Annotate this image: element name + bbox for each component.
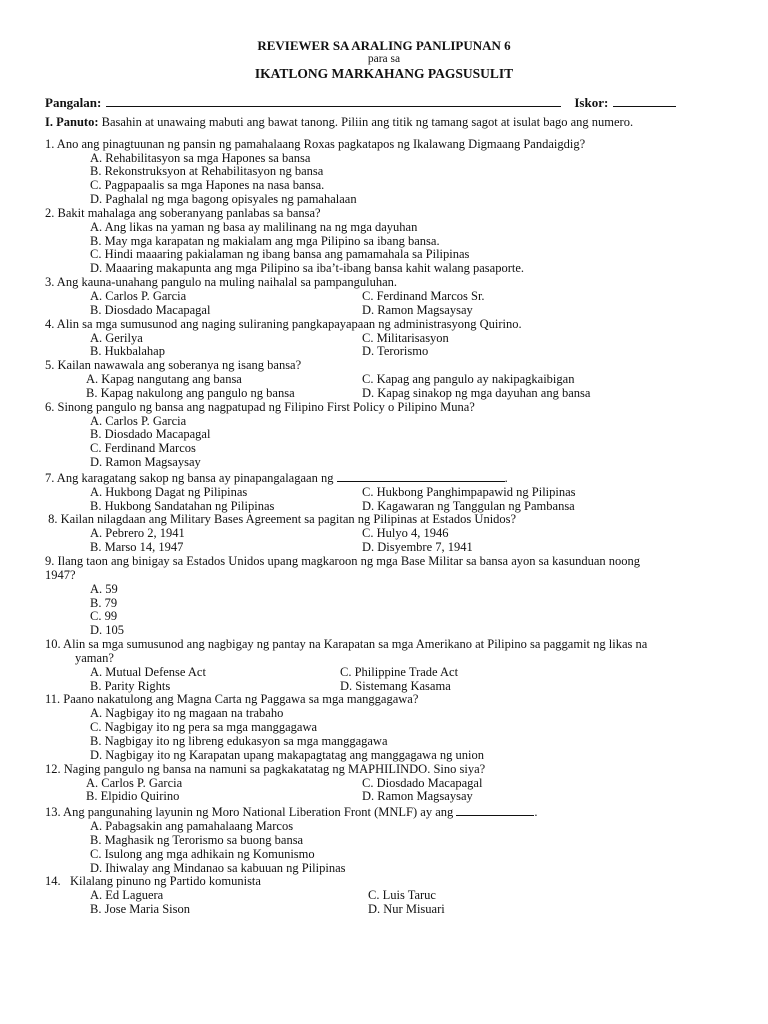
option-row [45, 790, 735, 804]
question-text: 12. Naging pangulo ng bansa na namuni sa pagkakatatag ng MAPHILINDO. Sino siya? [45, 761, 486, 776]
option: D. Ramon Magsaysay [362, 789, 473, 804]
question [45, 470, 735, 514]
option-row [45, 332, 735, 346]
option-row [45, 290, 735, 304]
question [45, 875, 735, 917]
question [45, 804, 735, 875]
option: A. Rehabilitasyon sa mga Hapones sa bansa [90, 150, 311, 165]
score-label: Iskor: [574, 95, 609, 110]
question [45, 513, 735, 555]
option: C. Philippine Trade Act [340, 664, 459, 679]
question-text: 13. Ang pangunahing layunin ng Moro National Liberation Front (MNLF) ay ang [45, 805, 454, 820]
document-body [45, 94, 735, 917]
option: A. Kapag nangutang ang bansa [86, 372, 242, 387]
question-text: 3. Ang kauna-unahang pangulo na muling naihalal sa pampanguluhan. [45, 275, 397, 290]
option: C. Ferdinand Marcos [90, 441, 196, 456]
option: C. Hukbong Panghimpapawid ng Pilipinas [362, 484, 576, 499]
option: D. 105 [90, 623, 125, 638]
question-text: 9. Ilang taon ang binigay sa Estados Unidos upang magkaroon ng mga Base Militar sa bansa ayon sa kasunduan noong [45, 554, 641, 568]
option: B. Diosdado Macapagal [90, 427, 211, 442]
option: C. Isulong ang mga adhikain ng Komunismo [90, 846, 315, 861]
option-row [45, 903, 735, 917]
option: B. Nagbigay ito ng libreng edukasyon sa mga manggagawa [90, 733, 388, 748]
option: D. Ihiwalay ang Mindanao sa kabuuan ng Pilipinas [90, 860, 346, 875]
option: D. Maaaring makapunta ang mga Pilipino sa iba’t-ibang bansa kahit walang pasaporte. [90, 261, 525, 276]
question-text: 7. Ang karagatang sakop ng bansa ay pinapangalagaan ng [45, 470, 334, 485]
option-row [45, 541, 735, 555]
option: B. Hukbalahap [90, 344, 165, 359]
option: A. 59 [90, 581, 118, 596]
answer-blank[interactable] [456, 804, 534, 816]
option: D. Kagawaran ng Tanggulan ng Pambansa [362, 498, 575, 513]
option-row [45, 500, 735, 514]
option: C. Pagpapaalis sa mga Hapones na nasa bansa. [90, 178, 325, 193]
document-title: REVIEWER SA ARALING PANLIPUNAN 6 [257, 38, 511, 53]
option: A. Hukbong Dagat ng Pilipinas [90, 484, 248, 499]
option: B. 79 [90, 595, 118, 610]
option: C. Diosdado Macapagal [362, 775, 483, 790]
option: A. Mutual Defense Act [90, 664, 206, 679]
option-row [45, 527, 735, 541]
question-text: 8. Kailan nilagdaan ang Military Bases Agreement sa pagitan ng Pilipinas at Estados Unidos? [45, 512, 517, 527]
question-text: 6. Sinong pangulo ng bansa ang nagpatupad ng Filipino First Policy o Pilipino Muna? [45, 399, 475, 414]
question-text-continued: 1947? [45, 567, 76, 582]
option: D. Ramon Magsaysay [90, 455, 201, 470]
option: A. Ang likas na yaman ng basa ay malilinang na ng mga dayuhan [90, 219, 418, 234]
question-text-row: 13. Ang pangunahing layunin ng Moro National Liberation Front (MNLF) ay ang . [45, 805, 538, 820]
question-text: 1. Ano ang pinagtuunan ng pansin ng pamahalaang Roxas pagkatapos ng Ikalawang Digmaang Pandaigdig? [45, 136, 586, 151]
option: D. Disyembre 7, 1941 [362, 540, 473, 555]
option: C. Hindi maaaring pakialaman ng ibang bansa ang pamamahala sa Pilipinas [90, 247, 470, 262]
option: C. Nagbigay ito ng pera sa mga manggagawa [90, 720, 318, 735]
question [45, 555, 735, 638]
question [45, 138, 735, 207]
question-text: 10. Alin sa mga sumusunod ang nagbigay ng pantay na Karapatan sa mga Amerikano at Pilipino sa paggamit ng likas na [45, 637, 648, 652]
option: C. Hulyo 4, 1946 [362, 526, 449, 541]
option: B. May mga karapatan ng makialam ang mga Pilipino sa ibang bansa. [90, 233, 440, 248]
question [45, 359, 735, 401]
option: C. 99 [90, 609, 118, 624]
question [45, 763, 735, 805]
option: B. Parity Rights [90, 678, 171, 693]
option: A. Carlos P. Garcia [86, 775, 183, 790]
question [45, 401, 735, 470]
option: D. Nagbigay ito ng Karapatan upang makapagtatag ang manggagawa ng union [90, 747, 484, 762]
option-row [45, 486, 735, 500]
option-row [45, 345, 735, 359]
option-row [45, 889, 735, 903]
option: D. Sistemang Kasama [340, 678, 451, 693]
option-row [45, 387, 735, 401]
option: A. Pebrero 2, 1941 [90, 526, 185, 541]
option: C. Militarisasyon [362, 330, 449, 345]
option: B. Hukbong Sandatahan ng Pilipinas [90, 498, 275, 513]
option: B. Maghasik ng Terorismo sa buong bansa [90, 832, 304, 847]
option: C. Kapag ang pangulo ay nakipagkaibigan [362, 372, 575, 387]
option: A. Carlos P. Garcia [90, 413, 187, 428]
option-row [45, 680, 735, 694]
option: D. Kapag sinakop ng mga dayuhan ang bansa [362, 385, 591, 400]
answer-blank[interactable] [337, 470, 505, 482]
exam-title: IKATLONG MARKAHANG PAGSUSULIT [254, 66, 514, 81]
document-subtitle: para sa [367, 53, 401, 65]
option: D. Terorismo [362, 344, 429, 359]
option-row [45, 304, 735, 318]
question-text: 14. Kilalang pinuno ng Partido komunista [45, 874, 261, 889]
option: D. Nur Misuari [368, 902, 445, 917]
question-text: 5. Kailan nawawala ang soberanya ng isang bansa? [45, 358, 302, 373]
option-row [45, 666, 735, 680]
option: C. Luis Taruc [368, 888, 436, 903]
instructions [45, 116, 735, 130]
instructions-text: Basahin at unawaing mabuti ang bawat tanong. Piliin ang titik ng tamang sagot at isulat bago ang numero. [101, 114, 634, 129]
option: A. Nagbigay ito ng magaan na trabaho [90, 706, 284, 721]
option: B. Diosdado Macapagal [90, 302, 211, 317]
option: D. Ramon Magsaysay [362, 302, 473, 317]
option: A. Ed Laguera [90, 888, 164, 903]
question-text: 11. Paano nakatulong ang Magna Carta ng Paggawa sa mga manggagawa? [45, 692, 419, 707]
option: A. Pabagsakin ang pamahalaang Marcos [90, 819, 294, 834]
option: A. Gerilya [90, 330, 143, 345]
name-score-row [45, 94, 735, 110]
question [45, 318, 735, 360]
option: C. Ferdinand Marcos Sr. [362, 288, 485, 303]
name-blank[interactable] [106, 94, 561, 107]
name-label: Pangalan: [45, 95, 102, 110]
option: B. Jose Maria Sison [90, 902, 190, 917]
option: B. Marso 14, 1947 [90, 540, 184, 555]
question [45, 693, 735, 762]
option: D. Paghalal ng mga bagong opisyales ng pamahalaan [90, 192, 357, 207]
option: B. Elpidio Quirino [86, 789, 180, 804]
question-text-continued: yaman? [75, 650, 114, 665]
score-blank[interactable] [613, 94, 676, 107]
document-header [0, 38, 768, 82]
question-text-row: 7. Ang karagatang sakop ng bansa ay pinapangalagaan ng . [45, 470, 508, 485]
option: B. Kapag nakulong ang pangulo ng bansa [86, 385, 295, 400]
option-row [45, 373, 735, 387]
option: A. Carlos P. Garcia [90, 288, 187, 303]
question [45, 207, 735, 276]
question [45, 276, 735, 318]
option-row [45, 777, 735, 791]
question-text: 2. Bakit mahalaga ang soberanyang panlabas sa bansa? [45, 205, 321, 220]
question [45, 638, 735, 693]
option: B. Rekonstruksyon at Rehabilitasyon ng bansa [90, 164, 324, 179]
question-text: 4. Alin sa mga sumusunod ang naging suliraning pangkapayapaan ng administrasyong Quirino. [45, 316, 522, 331]
instructions-label: I. Panuto: [45, 114, 99, 129]
